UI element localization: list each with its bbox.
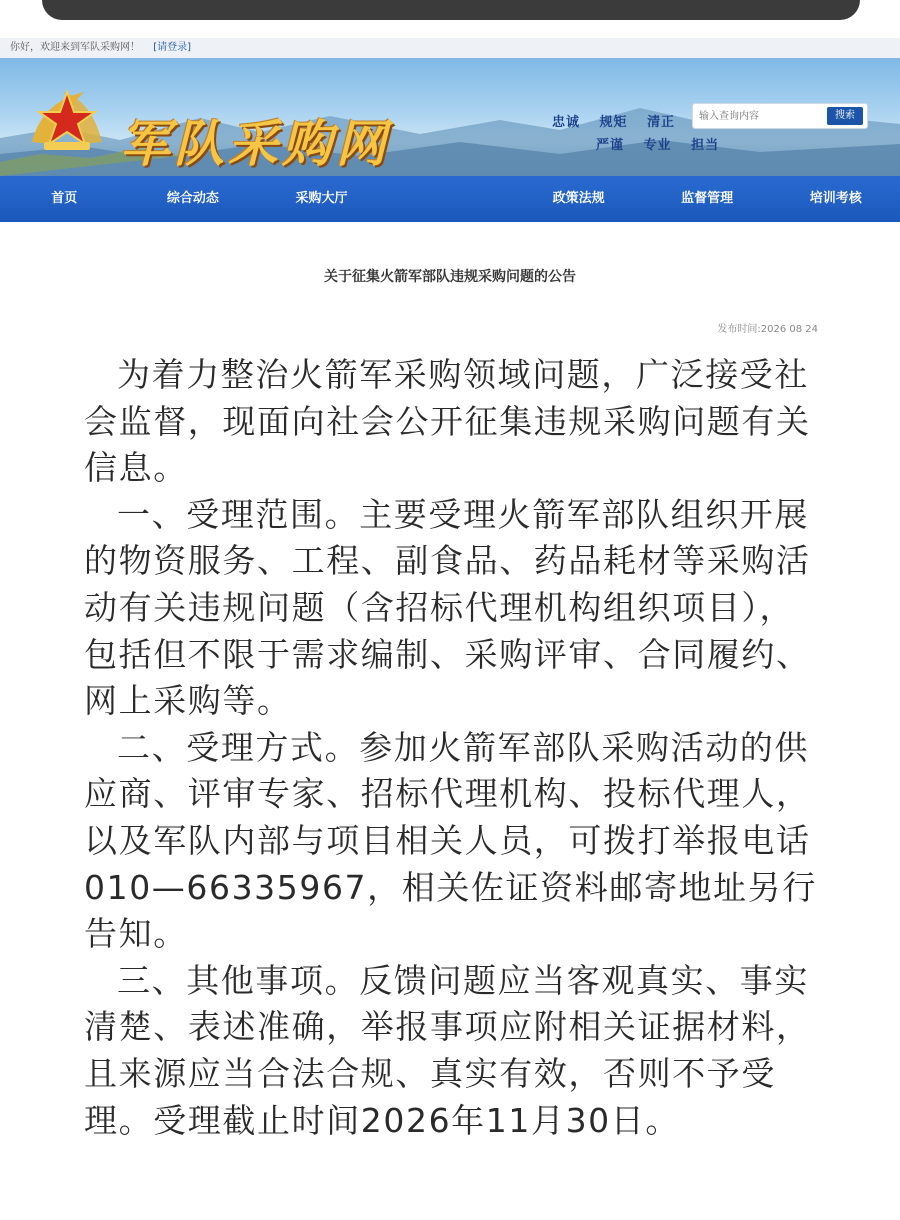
search-button[interactable]: 搜索 xyxy=(827,107,863,125)
motto-word: 严谨 xyxy=(596,138,625,153)
greeting-text: 你好，欢迎来到军队采购网！ xyxy=(10,42,140,53)
article-paragraph: 为着力整治火箭军采购领域问题，广泛接受社会监督，现面向社会公开征集违规采购问题有关信息。 xyxy=(84,355,811,488)
nav-item-news[interactable]: 综合动态 xyxy=(166,191,219,206)
nav-item-hidden[interactable] xyxy=(386,176,515,222)
motto-row-2 xyxy=(596,134,733,153)
nav-item-home[interactable]: 首页 xyxy=(51,191,78,206)
motto-word: 忠诚 xyxy=(552,115,581,130)
article-paragraph: 二、受理方式。参加火箭军部队采购活动的供应商、评审专家、招标代理机构、投标代理人，以及军队内部与项目相关人员，可拨打举报电话010—66335967，相关佐证资料邮寄地址另行告知。 xyxy=(84,727,817,954)
main-nav xyxy=(0,176,900,222)
nav-item-procurement-hall[interactable]: 采购大厅 xyxy=(295,191,348,206)
motto-word: 担当 xyxy=(691,138,720,153)
welcome-bar xyxy=(0,38,900,58)
nav-item-supervision[interactable]: 监督管理 xyxy=(681,191,734,206)
nav-item-policy[interactable]: 政策法规 xyxy=(552,191,605,206)
phone-top-frame xyxy=(0,0,900,38)
motto-word: 规矩 xyxy=(599,115,628,130)
motto-word: 专业 xyxy=(643,138,672,153)
motto-word: 清正 xyxy=(647,115,676,130)
search-box xyxy=(692,103,868,129)
article-paragraph: 三、其他事项。反馈问题应当客观真实、事实清楚、表述准确，举报事项应附相关证据材料，且来源应当合法合规、真实有效，否则不予受理。受理截止时间2026年11月30日。 xyxy=(84,960,811,1140)
motto-row-1 xyxy=(552,111,689,130)
search-input[interactable] xyxy=(699,108,819,124)
publish-date: 发布时间:2026 08 24 xyxy=(717,324,818,335)
phone-notch-bar xyxy=(42,0,860,20)
nav-item-training[interactable]: 培训考核 xyxy=(809,191,862,206)
army-emblem-icon xyxy=(24,82,110,156)
login-link[interactable]: [请登录] xyxy=(153,42,191,53)
site-banner xyxy=(0,58,900,176)
article-body xyxy=(84,352,824,1144)
article-title: 关于征集火箭军部队违规采购问题的公告 xyxy=(324,269,576,285)
article-paragraph: 一、受理范围。主要受理火箭军部队组织开展的物资服务、工程、副食品、药品耗材等采购活动有关违规问题（含招标代理机构组织项目），包括但不限于需求编制、采购评审、合同履约、网上采购等。 xyxy=(84,494,811,721)
site-title: 军队采购网 xyxy=(120,114,390,173)
